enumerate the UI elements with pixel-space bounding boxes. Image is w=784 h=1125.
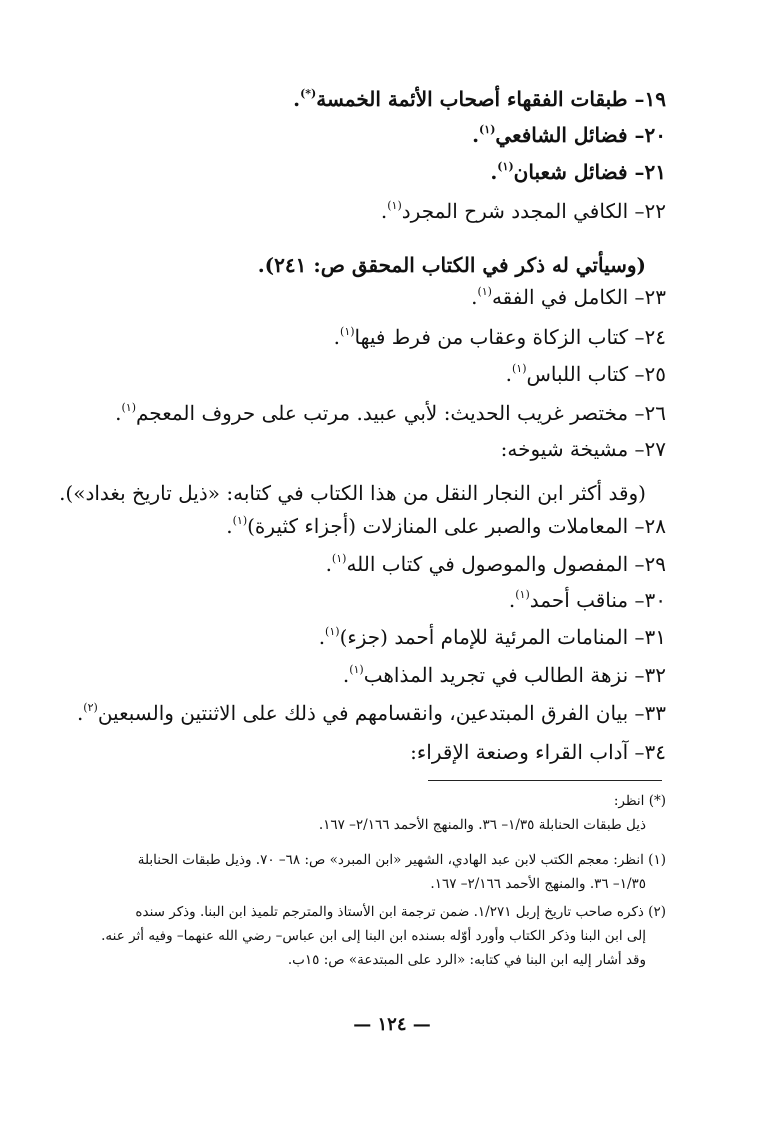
entry-31: ٣١– المنامات المرئية للإمام أحمد (جزء)$^{(١)}$.	[318, 625, 666, 649]
entry-25: ٢٥– كتاب اللباس$^{(١)}$.	[505, 362, 666, 386]
entry-27: ٢٧– مشيخة شيوخه:	[500, 437, 666, 461]
entry-27-remark: (وقد أكثر ابن النجار النقل من هذا الكتاب في كتابه: «ذيل تاريخ بغداد»).	[59, 481, 646, 505]
footnote-2-line-3: وقد أشار إليه ابن البنا في كتابه: «الرد على المبتدعة» ص: ١٥ب.	[287, 952, 646, 968]
footnote-2-line-1: (٢) ذكره صاحب تاريخ إربل ١/٢٧١. ضمن ترجمة ابن الأستاذ والمترجم تلميذ ابن البنا. وذكر سنده	[135, 904, 666, 920]
footnote-star-text: ذيل طبقات الحنابلة ١/٣٥– ٣٦. والمنهج الأحمد ٢/١٦٦– ١٦٧.	[318, 817, 646, 833]
entry-30: ٣٠– مناقب أحمد$^{(١)}$.	[508, 588, 666, 612]
page-number: — ١٢٤ —	[353, 1014, 431, 1035]
entry-22-remark: (وسيأتي له ذكر في الكتاب المحقق ص: ٢٤١).	[257, 253, 646, 277]
footnote-star-label: (*) انظر:	[613, 793, 666, 809]
entry-22: ٢٢– الكافي المجدد شرح المجرد$^{(١)}$.	[380, 199, 666, 223]
entry-32: ٣٢– نزهة الطالب في تجريد المذاهب$^{(١)}$.	[342, 663, 666, 687]
footnote-1-line-1: (١) انظر: معجم الكتب لابن عبد الهادي، الشهير «ابن المبرد» ص: ٦٨– ٧٠. وذيل طبقات الحنابلة	[137, 852, 666, 868]
entry-33: ٣٣– بيان الفرق المبتدعين، وانقسامهم في ذلك على الاثنتين والسبعين$^{(٢)}$.	[76, 701, 666, 725]
entry-23: ٢٣– الكامل في الفقه$^{(١)}$.	[471, 285, 666, 309]
footnote-separator	[428, 780, 662, 781]
entry-26: ٢٦– مختصر غريب الحديث: لأبي عبيد. مرتب على حروف المعجم$^{(١)}$.	[115, 401, 666, 425]
entry-21: ٢١– فضائل شعبان$^{(١)}$.	[490, 160, 666, 184]
entry-20: ٢٠– فضائل الشافعي$^{(١)}$.	[472, 123, 666, 147]
entry-29: ٢٩– المفصول والموصول في كتاب الله$^{(١)}$.	[325, 552, 666, 576]
footnote-1-line-2: ١/٣٥– ٣٦. والمنهج الأحمد ٢/١٦٦– ١٦٧.	[430, 876, 646, 892]
footnote-2-line-2: إلى ابن البنا وذكر الكتاب وأورد أوّله بسنده ابن البنا إلى ابن عباس– رضي الله عنهما– وفيه أثر عنه.	[101, 928, 646, 944]
entry-28: ٢٨– المعاملات والصبر على المنازلات (أجزاء كثيرة)$^{(١)}$.	[226, 514, 666, 538]
entry-24: ٢٤– كتاب الزكاة وعقاب من فرط فيها$^{(١)}$.	[333, 325, 666, 349]
entry-19: ١٩– طبقات الفقهاء أصحاب الأئمة الخمسة(*).	[293, 87, 666, 111]
entry-34: ٣٤– آداب القراء وصنعة الإقراء:	[410, 740, 666, 764]
